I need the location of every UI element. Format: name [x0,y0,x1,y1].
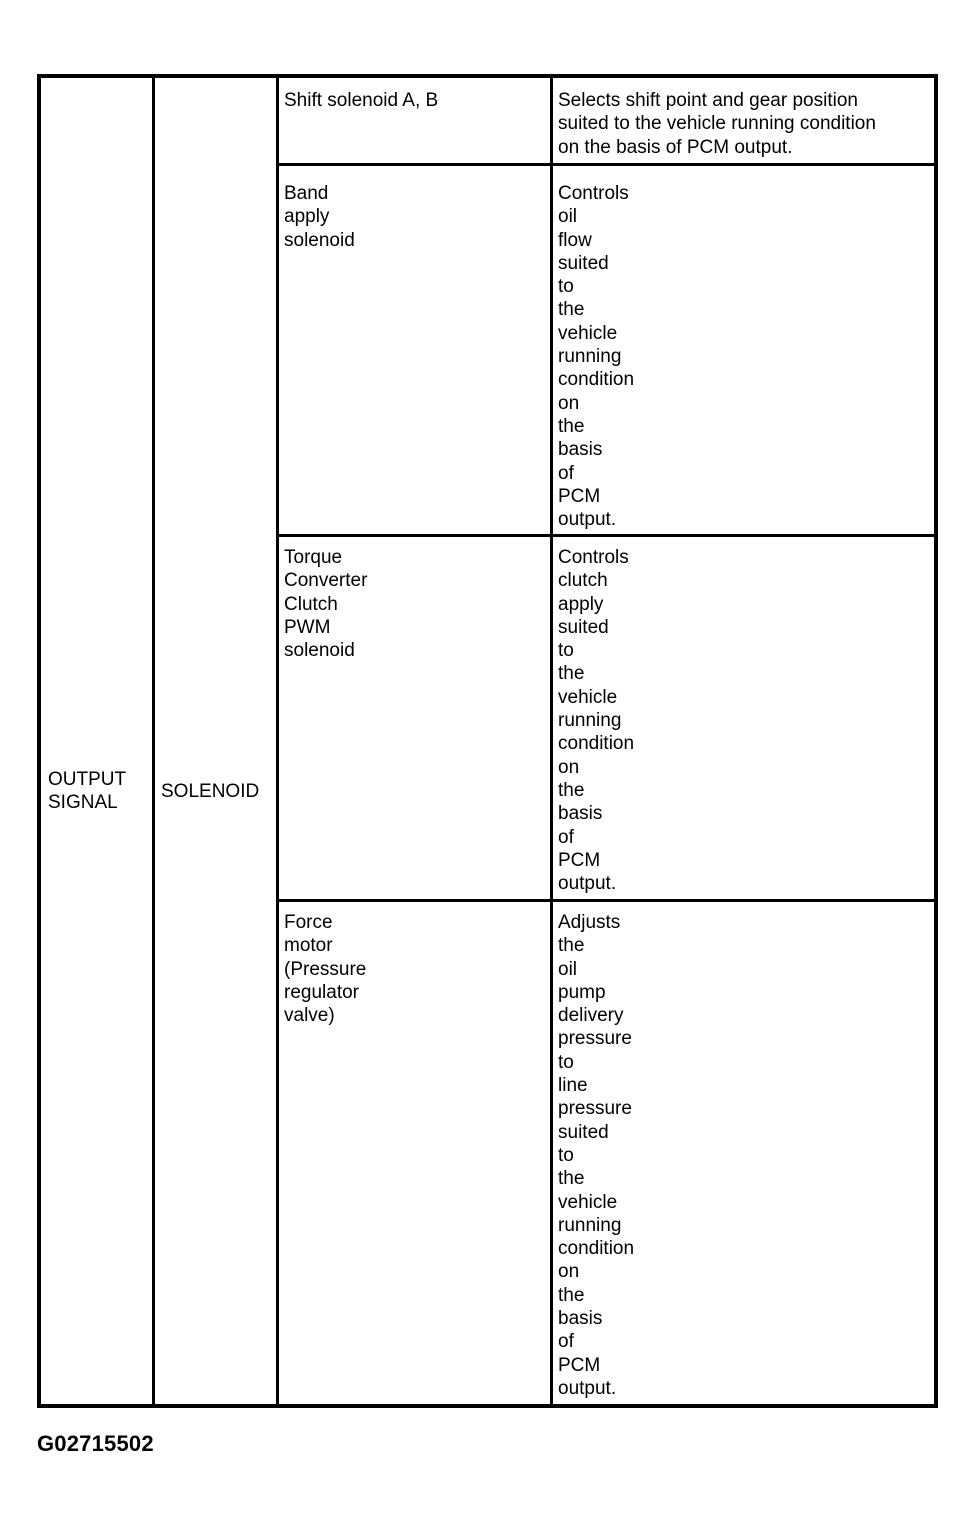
row-divider-2 [276,534,934,537]
category-label: OUTPUT SIGNAL [48,769,127,813]
group-label: SOLENOID [161,781,260,802]
column-divider-2 [276,78,279,1404]
row-divider-3 [276,899,934,902]
component-cell-tcc-pwm-solenoid: Torque Converter Clutch PWM solenoid [284,547,368,662]
specification-table [37,74,938,1408]
function-cell-tcc-pwm-solenoid: Controls clutch apply suited to the vehicle running condition on the basis of PCM output. [558,547,635,895]
column-divider-3 [550,78,553,1404]
function-cell-force-motor: Adjusts the oil pump delivery pressure to line pressure suited to the vehicle running condition on the basis of PCM output. [558,912,635,1399]
column-divider-1 [152,78,155,1404]
component-cell-force-motor: Force motor (Pressure regulator valve) [284,912,367,1027]
figure-id: G02715502 [37,1431,154,1456]
component-cell-band-apply-solenoid: Band apply solenoid [284,183,355,251]
function-cell-shift-solenoid: Selects shift point and gear position suited to the vehicle running condition on the basis of PCM output. [558,90,876,158]
function-cell-band-apply-solenoid: Controls oil flow suited to the vehicle running condition on the basis of PCM output. [558,183,635,531]
component-cell-shift-solenoid: Shift solenoid A, B [284,90,439,111]
row-divider-1 [276,163,934,166]
